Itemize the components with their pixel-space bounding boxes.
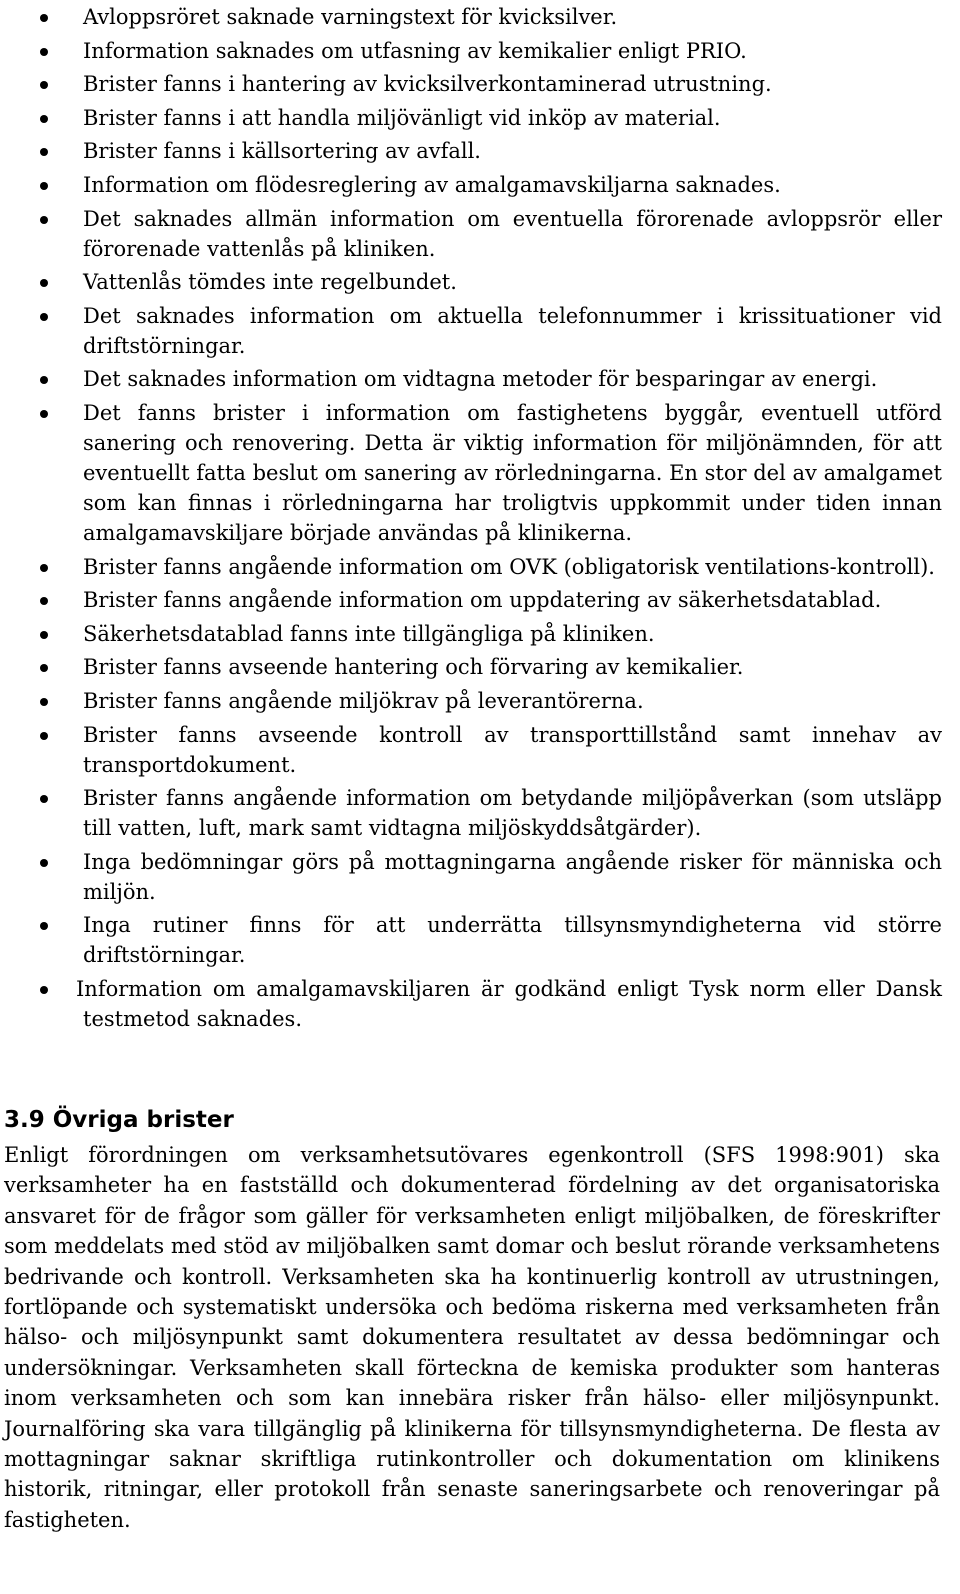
bullet-icon <box>40 795 48 803</box>
bullet-icon <box>40 216 48 224</box>
bullet-icon <box>40 859 48 867</box>
list-item: Avloppsröret saknade varningstext för kvicksilver. <box>0 2 942 32</box>
bullet-icon <box>40 597 48 605</box>
list-item: Brister fanns i att handla miljövänligt vid inköp av material. <box>0 103 942 133</box>
bullet-icon <box>40 664 48 672</box>
list-item: Information om amalgamavskiljaren är godkänd enligt Tysk norm eller Dansk testmetod saknades. <box>0 974 942 1034</box>
list-item: Det fanns brister i information om fastighetens byggår, eventuell utförd sanering och renovering. Detta är viktig information för miljönämnden, för att eventuellt fatta beslut om sanering av rörledningarna. En stor del av amalgamet som kan finnas i rörledningarna har troligtvis uppkommit under tiden innan amalgamavskiljare började användas på klinikerna. <box>0 398 942 548</box>
list-item: Brister fanns avseende kontroll av transporttillstånd samt innehav av transportdokument. <box>0 720 942 780</box>
bullet-icon <box>40 279 48 287</box>
list-item: Inga rutiner finns för att underrätta tillsynsmyndigheterna vid större driftstörningar. <box>0 910 942 970</box>
list-item: Information om flödesreglering av amalgamavskiljarna saknades. <box>0 170 942 200</box>
bullet-icon <box>40 564 48 572</box>
list-item: Information saknades om utfasning av kemikalier enligt PRIO. <box>0 36 942 66</box>
bullet-icon <box>40 115 48 123</box>
bullet-icon <box>40 732 48 740</box>
section-body: Enligt förordningen om verksamhetsutövares egenkontroll (SFS 1998:901) ska verksamheter ha en fastställd och dokumenterad fördelning av det organisatoriska ansvaret för de frågor som gäller för verksamheten enligt miljöbalken, de föreskrifter som meddelats med stöd av miljöbalken samt domar och beslut rörande verksamhetens bedrivande och kontroll. Verksamheten ska ha kontinuerlig kontroll av utrustningen, fortlöpande och systematiskt undersöka och bedöma riskerna med verksamheten från hälso- och miljösynpunkt samt dokumentera resultatet av dessa bedömningar och undersökningar. Verksamheten skall förteckna de kemiska produkter som hanteras inom verksamheten och som kan innebära risker från hälso- eller miljösynpunkt. Journalföring ska vara tillgänglig på klinikerna för tillsynsmyndigheterna. De flesta av mottagningar saknar skriftliga rutinkontroller och dokumentation om klinikens historik, ritningar, eller protokoll från senaste saneringsarbete och renoveringar på fastigheten. <box>4 1143 940 1532</box>
list-item: Brister fanns angående information om betydande miljöpåverkan (som utsläpp till vatten, luft, mark samt vidtagna miljöskyddsåtgärder). <box>0 783 942 843</box>
list-item: Brister fanns i hantering av kvicksilverkontaminerad utrustning. <box>0 69 942 99</box>
list-item: Säkerhetsdatablad fanns inte tillgängliga på kliniken. <box>0 619 942 649</box>
section-heading: 3.9 Övriga brister <box>4 1107 234 1133</box>
list-item: Det saknades information om vidtagna metoder för besparingar av energi. <box>0 364 942 394</box>
list-item: Brister fanns angående information om OVK (obligatorisk ventilations-kontroll). <box>0 552 942 582</box>
bullet-icon <box>40 182 48 190</box>
list-item: Brister fanns angående information om uppdatering av säkerhetsdatablad. <box>0 585 942 615</box>
bullet-icon <box>40 48 48 56</box>
bullet-icon <box>40 14 48 22</box>
bullet-icon <box>40 81 48 89</box>
findings-list <box>0 2 942 1037</box>
list-item: Det saknades information om aktuella telefonnummer i krissituationer vid driftstörningar. <box>0 301 942 361</box>
list-item: Vattenlås tömdes inte regelbundet. <box>0 267 942 297</box>
list-item: Brister fanns i källsortering av avfall. <box>0 136 942 166</box>
list-item: Brister fanns angående miljökrav på leverantörerna. <box>0 686 942 716</box>
bullet-icon <box>40 410 48 418</box>
bullet-icon <box>40 313 48 321</box>
bullet-icon <box>40 986 48 994</box>
bullet-icon <box>40 148 48 156</box>
list-item: Det saknades allmän information om eventuella förorenade avloppsrör eller förorenade vattenlås på kliniken. <box>0 204 942 264</box>
bullet-icon <box>40 631 48 639</box>
list-item: Inga bedömningar görs på mottagningarna angående risker för människa och miljön. <box>0 847 942 907</box>
bullet-icon <box>40 698 48 706</box>
bullet-icon <box>40 376 48 384</box>
list-item: Brister fanns avseende hantering och förvaring av kemikalier. <box>0 652 942 682</box>
bullet-icon <box>40 922 48 930</box>
